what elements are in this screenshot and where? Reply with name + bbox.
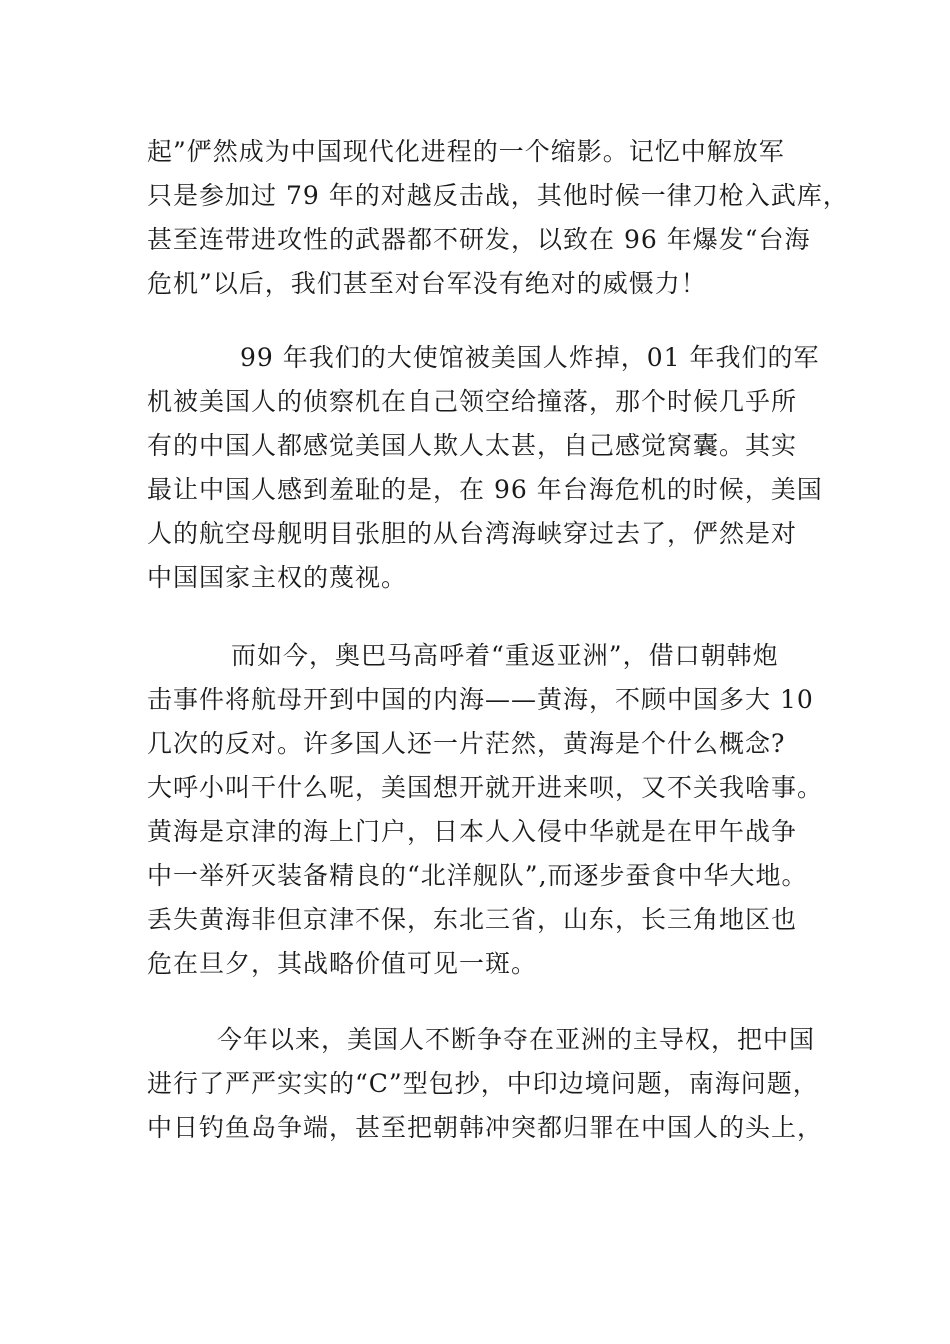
text-line: 人的航空母舰明目张胆的从台湾海峡穿过去了，俨然是对: [147, 519, 798, 548]
document-body: [147, 130, 847, 1150]
text-line: 中一举歼灭装备精良的“北洋舰队”,而逐步蚕食中华大地。: [147, 861, 808, 890]
text-line: 危在旦夕，其战略价值可见一斑。: [147, 949, 538, 978]
paragraph-2: [147, 336, 847, 600]
text-line: 而如今，奥巴马高呼着“重返亚洲”，借口朝韩炮: [231, 641, 779, 670]
text-line: 起”俨然成为中国现代化进程的一个缩影。记忆中解放军: [147, 137, 785, 166]
paragraph-3: [147, 634, 847, 986]
text-line: 进行了严严实实的“C”型包抄，中印边境问题，南海问题，: [147, 1069, 819, 1098]
text-line: 甚至连带进攻性的武器都不研发，以致在 96 年爆发“台海: [147, 225, 811, 254]
paragraph-4: [147, 1018, 847, 1150]
text-line: 99 年我们的大使馆被美国人炸掉，01 年我们的军: [240, 343, 820, 372]
text-line: 中日钓鱼岛争端，甚至把朝韩冲突都归罪在中国人的头上，: [147, 1113, 824, 1142]
text-line: 今年以来，美国人不断争夺在亚洲的主导权，把中国: [217, 1025, 816, 1054]
text-line: 几次的反对。许多国人还一片茫然，黄海是个什么概念?: [147, 729, 786, 758]
text-line: 有的中国人都感觉美国人欺人太甚，自己感觉窝囊。其实: [147, 431, 798, 460]
paragraph-1: [147, 130, 847, 306]
text-line: 丢失黄海非但京津不保，东北三省，山东，长三角地区也: [147, 905, 798, 934]
text-line: 最让中国人感到羞耻的是，在 96 年台海危机的时候，美国: [147, 475, 823, 504]
text-line: 击事件将航母开到中国的内海——黄海，不顾中国多大 10: [147, 685, 814, 714]
text-line: 机被美国人的侦察机在自己领空给撞落，那个时候几乎所: [147, 387, 798, 416]
text-line: 只是参加过 79 年的对越反击战，其他时候一律刀枪入武库，: [147, 181, 849, 210]
text-line: 中国国家主权的蔑视。: [147, 563, 408, 592]
text-line: 黄海是京津的海上门户，日本人入侵中华就是在甲午战争: [147, 817, 798, 846]
text-line: 大呼小叫干什么呢，美国想开就开进来呗，又不关我啥事。: [147, 773, 824, 802]
text-line: 危机”以后，我们甚至对台军没有绝对的威慑力！: [147, 269, 707, 298]
